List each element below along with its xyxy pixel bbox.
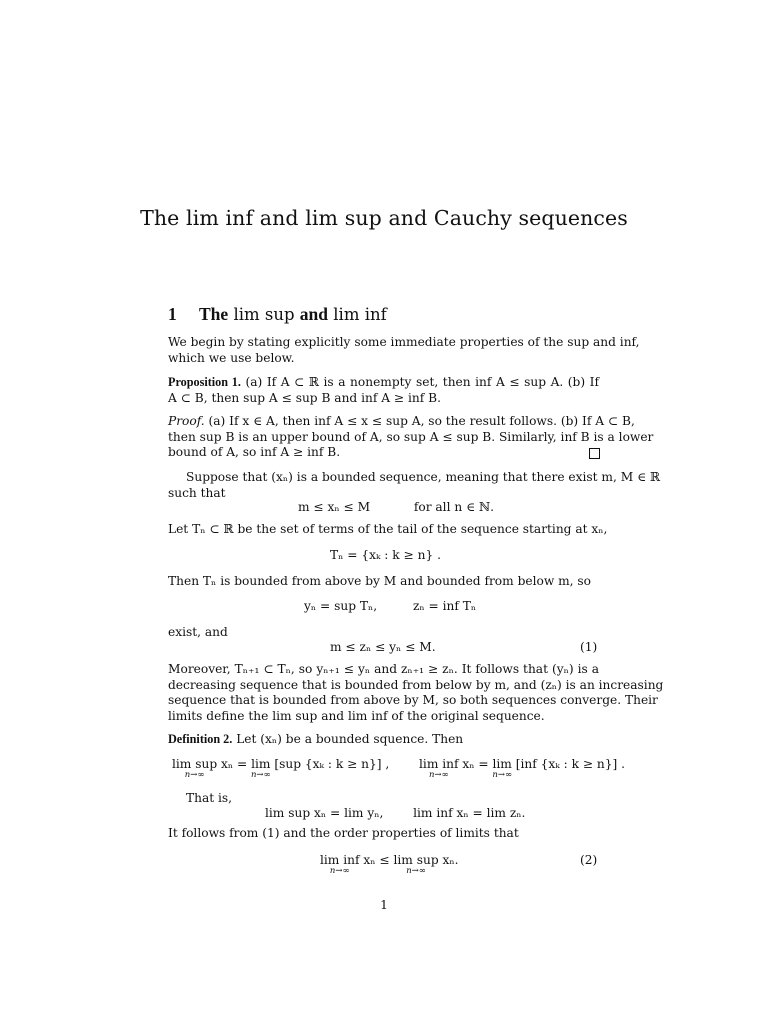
liminf-rest: xₙ =: [462, 757, 489, 771]
equation-bounds: [298, 500, 494, 514]
section-op-limsup: lim sup: [233, 305, 295, 324]
equation-that-is-b: lim inf xₙ = lim zₙ.: [413, 806, 526, 820]
bounded-paragraph: [168, 470, 661, 501]
limsup-text: lim sup: [172, 757, 218, 771]
limsup-subscript: n→∞: [184, 770, 205, 780]
bounded-line: such that: [168, 485, 226, 500]
tail-line: Let Tₙ ⊂ ℝ be the set of terms of the tail of the sequence starting at xₙ,: [168, 522, 608, 536]
liminf-subscript: n→∞: [428, 770, 449, 780]
moreover-line: limits define the lim sup and lim inf of the original sequence.: [168, 708, 545, 723]
definition-text: Let (xₙ) be a bounded squence. Then: [236, 732, 464, 746]
lim-text: lim: [251, 757, 271, 771]
equation-y: yₙ = sup Tₙ,: [304, 599, 378, 613]
proposition-label: Proposition 1.: [168, 375, 241, 389]
proposition-text: (a) If A ⊂ ℝ is a nonempty set, then inf A ≤ sup A. (b) If: [245, 375, 599, 389]
that-is-line: That is,: [186, 791, 233, 805]
equation-bounds-rhs: for all n ∈ ℕ.: [413, 500, 494, 514]
equation-tail: Tₙ = {xₖ : k ≥ n} .: [330, 548, 441, 562]
eq2-end: xₙ.: [442, 853, 459, 867]
qed-box: [589, 448, 600, 459]
page-number: 1: [380, 898, 388, 912]
exist-and-paragraph: [168, 625, 599, 641]
eq2-limsup-subscript: n→∞: [406, 866, 426, 876]
sup-rest: [sup {xₖ : k ≥ n}] ,: [274, 757, 390, 771]
lim-subscript: n→∞: [250, 770, 271, 780]
then-paragraph: [168, 574, 599, 590]
intro-paragraph: [168, 335, 640, 366]
moreover-line: decreasing sequence that is bounded from below by m, and (zₙ) is an increasing: [168, 677, 664, 692]
equation-1: m ≤ zₙ ≤ yₙ ≤ M.: [330, 640, 436, 654]
eq2-liminf-operator: [320, 853, 360, 876]
equation-1-number: (1): [580, 640, 598, 654]
lim-operator: [250, 757, 271, 780]
proof-line: bound of A, so inf A ≥ inf B.: [168, 445, 341, 459]
exist-and-line: exist, and: [168, 625, 228, 639]
proposition-line: A ⊂ B, then sup A ≤ sup B and inf A ≥ inf B.: [168, 390, 441, 405]
equation-z: zₙ = inf Tₙ: [412, 599, 477, 613]
limsup-rest: xₙ =: [221, 757, 248, 771]
equation-that-is: [265, 806, 525, 820]
intro-line: We begin by stating explicitly some immediate properties of the sup and inf,: [168, 335, 640, 349]
intro-line: which we use below.: [168, 350, 295, 365]
equation-that-is-a: lim sup xₙ = lim yₙ,: [265, 806, 384, 820]
liminf-operator: [419, 757, 459, 780]
moreover-line: Moreover, Tₙ₊₁ ⊂ Tₙ, so yₙ₊₁ ≤ yₙ and zₙ₊₁ ≥ zₙ. It follows that (yₙ) is a: [168, 662, 599, 676]
inf-rest: [inf {xₖ : k ≥ n}] .: [515, 757, 626, 771]
definition-2: [168, 732, 599, 748]
proposition-1: [168, 375, 599, 406]
equation-2-number: (2): [580, 853, 598, 867]
section-word-the: The: [199, 304, 229, 324]
proof-line: [168, 414, 635, 430]
equation-2: [320, 853, 459, 876]
moreover-line: sequence that is bounded from above by M, so both sequences converge. Their: [168, 693, 658, 707]
eq2-limsup-operator: [393, 853, 439, 876]
moreover-paragraph: [168, 662, 664, 724]
document-title: The lim inf and lim sup and Cauchy sequences: [140, 206, 628, 230]
that-is-paragraph: [168, 791, 599, 807]
limsup-operator: [172, 757, 218, 780]
follows-paragraph: [168, 826, 599, 842]
proof-text: (a) If x ∈ A, then inf A ≤ x ≤ sup A, so the result follows. (b) If A ⊂ B,: [208, 414, 635, 428]
tail-paragraph: [168, 522, 608, 538]
follows-line: It follows from (1) and the order properties of limits that: [168, 826, 519, 840]
equation-bounds-lhs: m ≤ xₙ ≤ M: [298, 500, 371, 514]
eq2-liminf-text: lim inf: [320, 853, 360, 867]
lim2-text: lim: [492, 757, 512, 771]
lim2-subscript: n→∞: [492, 770, 513, 780]
then-line: Then Tₙ is bounded from above by M and bounded from below m, so: [168, 574, 592, 588]
eq2-mid: xₙ ≤: [363, 853, 390, 867]
proof-label: Proof.: [168, 414, 205, 428]
equation-definition: [172, 757, 626, 780]
section-heading: [168, 304, 387, 325]
eq2-limsup-text: lim sup: [393, 853, 439, 867]
bounded-line: Suppose that (xₙ) is a bounded sequence, meaning that there exist m, M ∈ ℝ: [186, 470, 661, 484]
liminf-text: lim inf: [419, 757, 459, 771]
proof: [168, 414, 654, 461]
eq2-liminf-subscript: n→∞: [329, 866, 350, 876]
equation-yz: [304, 599, 476, 613]
proof-line: then sup B is an upper bound of A, so sup A ≤ sup B. Similarly, inf B is a lower: [168, 429, 654, 444]
section-op-liminf: lim inf: [333, 305, 387, 324]
section-number: 1: [168, 304, 177, 324]
definition-label: Definition 2.: [168, 732, 233, 746]
section-word-and: and: [299, 304, 329, 324]
lim2-operator: [492, 757, 513, 780]
proposition-line: [168, 375, 599, 391]
definition-line: [168, 732, 599, 748]
